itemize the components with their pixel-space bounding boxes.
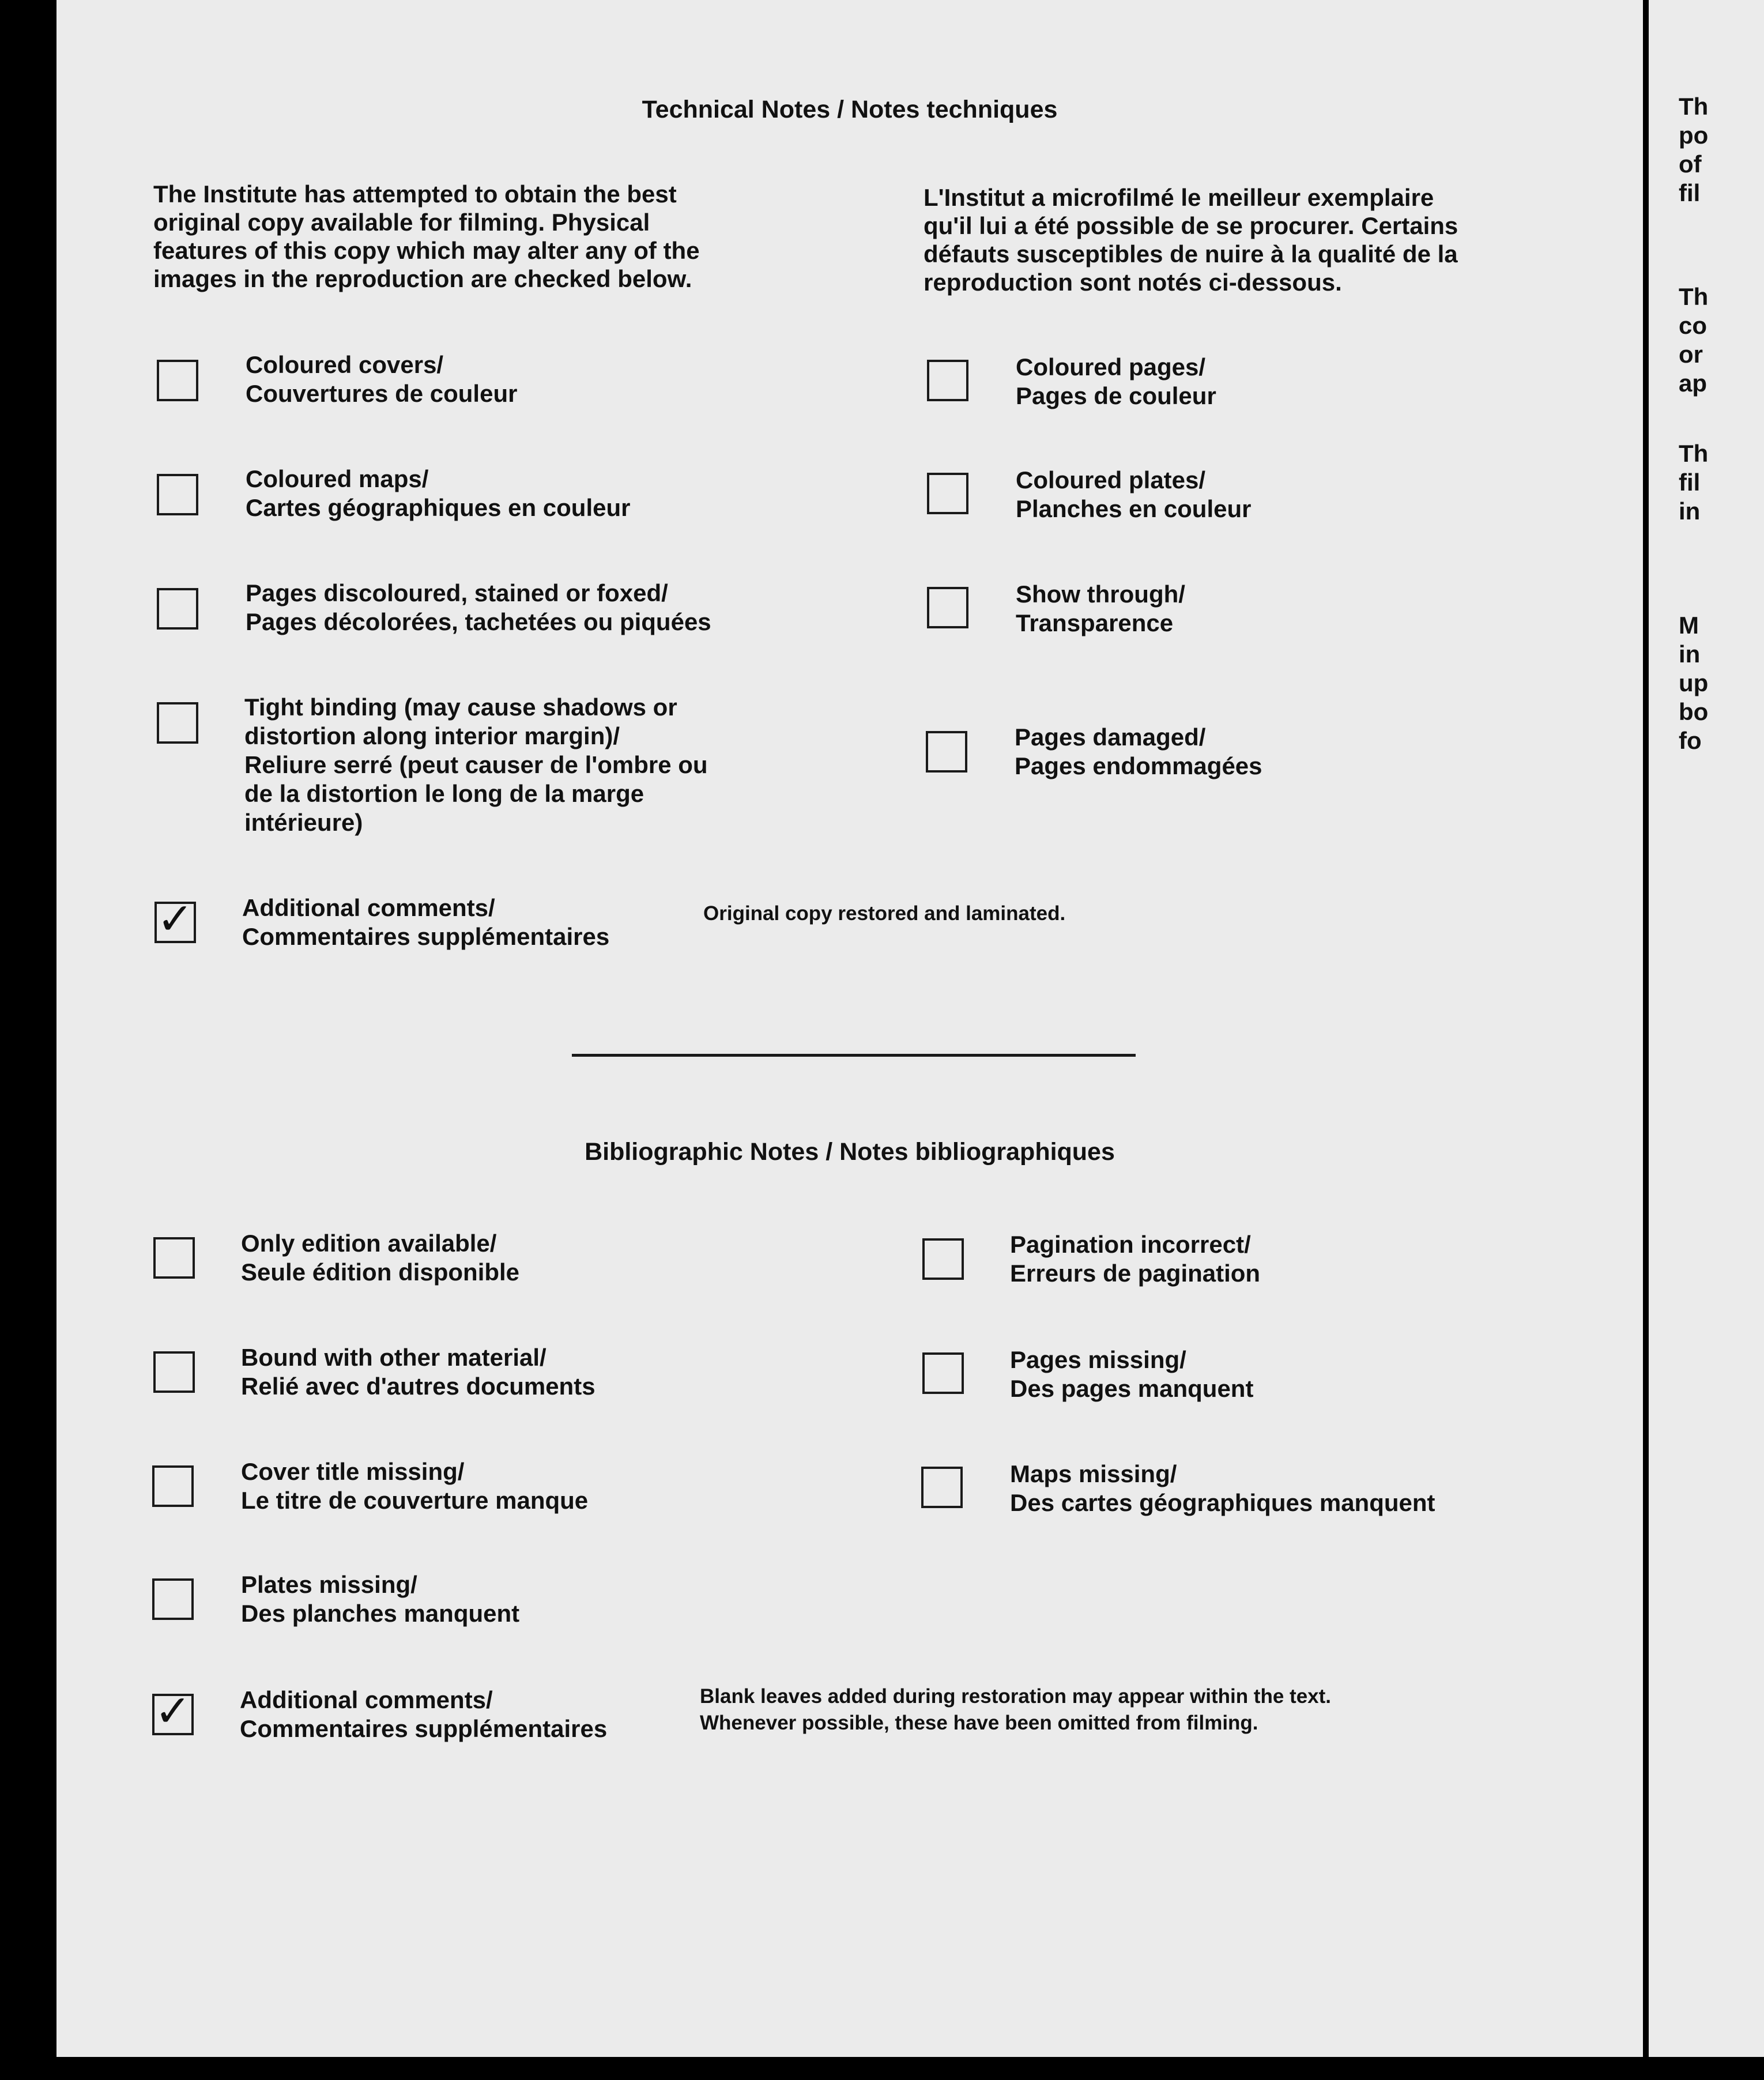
coloured-covers-checkbox[interactable] bbox=[157, 360, 198, 401]
section-divider bbox=[572, 1054, 1136, 1057]
right-fragment-2: Th co or ap bbox=[1679, 283, 1709, 397]
coloured-maps-label: Coloured maps/ Cartes géographiques en couleur bbox=[246, 465, 631, 521]
bibliographic-comment-text: Blank leaves added during restoration may appear within the text. Whenever possible, these have been omitted from filming. bbox=[700, 1685, 1331, 1734]
technical-additional-comments-checkbox[interactable] bbox=[154, 893, 196, 944]
technical-intro-english: The Institute has attempted to obtain the best original copy available for filming. Physical features of this copy which may alter any of the images in the reproduction are checked below. bbox=[153, 180, 700, 292]
pages-discoloured-label: Pages discoloured, stained or foxed/ Pages décolorées, tachetées ou piquées bbox=[246, 579, 711, 635]
cover-title-missing-label: Cover title missing/ Le titre de couverture manque bbox=[241, 1458, 589, 1514]
maps-missing-checkbox[interactable] bbox=[921, 1467, 963, 1508]
plates-missing-label: Plates missing/ Des planches manquent bbox=[241, 1571, 520, 1627]
check-mark-icon: ✓ bbox=[154, 1685, 191, 1736]
cover-title-missing-checkbox[interactable] bbox=[152, 1465, 194, 1507]
coloured-pages-label: Coloured pages/ Pages de couleur bbox=[1016, 353, 1216, 409]
technical-intro-french: L'Institut a microfilmé le meilleur exemplaire qu'il lui a été possible de se procurer. Certains défauts susceptibles de nuire à la qualité de la reproduction sont notés ci-dessous. bbox=[924, 184, 1458, 296]
coloured-plates-label: Coloured plates/ Planches en couleur bbox=[1016, 466, 1252, 522]
right-fragment-1: Th po of fil bbox=[1679, 93, 1709, 206]
document-page bbox=[56, 0, 1643, 2057]
coloured-plates-checkbox[interactable] bbox=[927, 473, 968, 514]
bibliographic-notes-title: Bibliographic Notes / Notes bibliographiques bbox=[585, 1138, 1115, 1166]
pages-missing-label: Pages missing/ Des pages manquent bbox=[1010, 1346, 1254, 1402]
only-edition-label: Only edition available/ Seule édition disponible bbox=[241, 1230, 520, 1286]
pages-damaged-checkbox[interactable] bbox=[926, 731, 967, 773]
bibliographic-additional-comments-checkbox[interactable] bbox=[152, 1685, 194, 1736]
pagination-incorrect-checkbox[interactable] bbox=[922, 1238, 964, 1280]
show-through-checkbox[interactable] bbox=[927, 587, 968, 628]
only-edition-checkbox[interactable] bbox=[153, 1237, 195, 1279]
coloured-maps-checkbox[interactable] bbox=[157, 474, 198, 515]
bound-with-label: Bound with other material/ Relié avec d'autres documents bbox=[241, 1344, 595, 1400]
technical-additional-comments-label: Additional comments/ Commentaires supplémentaires bbox=[242, 894, 610, 950]
technical-notes-title: Technical Notes / Notes techniques bbox=[642, 96, 1058, 123]
tight-binding-checkbox[interactable] bbox=[157, 702, 198, 744]
right-fragment-4: M in up bo fo bbox=[1679, 612, 1709, 754]
bibliographic-additional-comments-label: Additional comments/ Commentaires supplémentaires bbox=[240, 1686, 608, 1742]
bound-with-checkbox[interactable] bbox=[153, 1351, 195, 1393]
coloured-covers-label: Coloured covers/ Couvertures de couleur bbox=[246, 351, 518, 407]
pages-damaged-label: Pages damaged/ Pages endommagées bbox=[1015, 724, 1262, 779]
pages-discoloured-checkbox[interactable] bbox=[157, 588, 198, 630]
tight-binding-label: Tight binding (may cause shadows or distortion along interior margin)/ Reliure serré (peut causer de l'ombre ou de la distortion le long de la marge intérieure) bbox=[244, 694, 708, 836]
right-fragment-3: Th fil in bbox=[1679, 440, 1709, 525]
pages-missing-checkbox[interactable] bbox=[922, 1352, 964, 1394]
pagination-incorrect-label: Pagination incorrect/ Erreurs de pagination bbox=[1010, 1231, 1261, 1287]
coloured-pages-checkbox[interactable] bbox=[927, 360, 968, 401]
technical-comment-text: Original copy restored and laminated. bbox=[703, 902, 1066, 925]
plates-missing-checkbox[interactable] bbox=[152, 1578, 194, 1620]
show-through-label: Show through/ Transparence bbox=[1016, 581, 1185, 636]
maps-missing-label: Maps missing/ Des cartes géographiques manquent bbox=[1010, 1460, 1435, 1516]
check-mark-icon: ✓ bbox=[157, 893, 194, 944]
